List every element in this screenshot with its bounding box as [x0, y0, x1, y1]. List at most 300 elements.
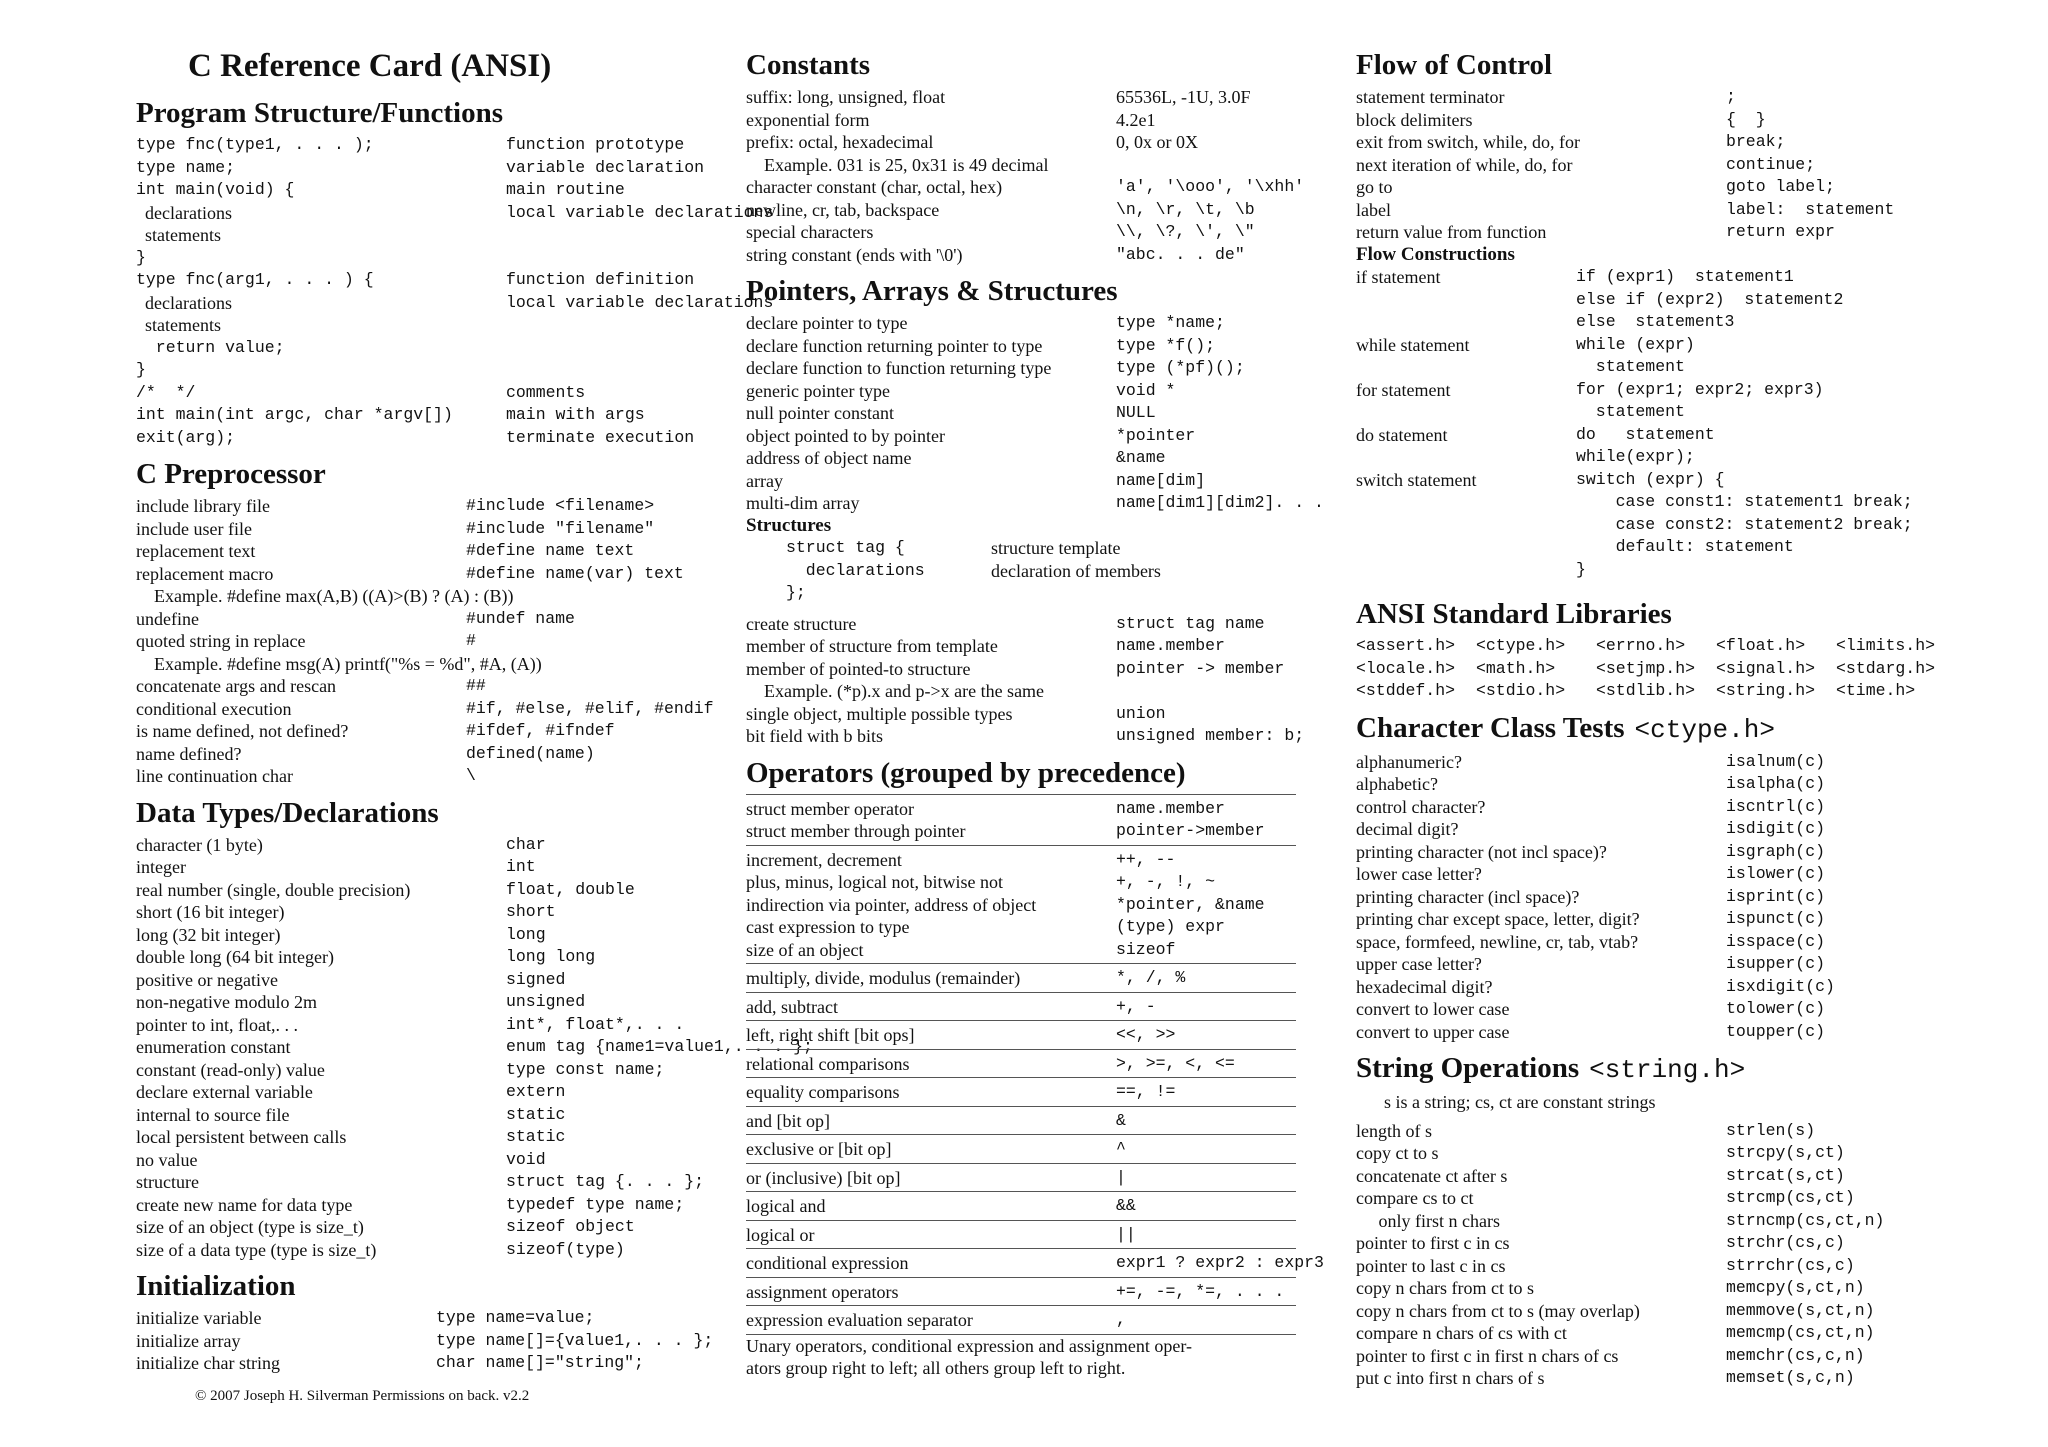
table-row — [746, 470, 1296, 493]
operator-desc: assignment operators — [746, 1281, 899, 1302]
precedence-note: Unary operators, conditional expression and assignment oper- — [746, 1335, 1193, 1356]
table-row — [136, 1126, 736, 1149]
operator-group — [746, 1107, 1296, 1136]
construct-name — [1356, 536, 1576, 559]
library-header: <locale.h> — [1356, 658, 1456, 678]
construct-name: if statement — [1356, 267, 1441, 287]
row-label: member of structure from template — [746, 636, 998, 656]
row-value: pointer -> member — [1116, 658, 1285, 678]
operator-desc: left, right shift [bit ops] — [746, 1025, 915, 1045]
operator-group — [746, 794, 1296, 846]
row-label: alphanumeric? — [1356, 751, 1462, 772]
row-label: short (16 bit integer) — [136, 902, 285, 922]
row-label: printing char except space, letter, digit? — [1356, 909, 1640, 929]
row-value: main routine — [506, 180, 625, 199]
operator-row — [746, 849, 1296, 872]
library-header: <string.h> — [1716, 681, 1816, 700]
operator-desc: add, subtract — [746, 996, 838, 1017]
row-value: #undef name — [466, 608, 575, 628]
row-value: \\, \?, \', \" — [1116, 222, 1255, 241]
operator-symbol: +, -, !, ~ — [1116, 872, 1216, 891]
row-label: create structure — [746, 613, 857, 634]
row-label: suffix: long, unsigned, float — [746, 87, 946, 107]
row-value: sizeof object — [506, 1217, 635, 1236]
operator-desc: size of an object — [746, 939, 864, 960]
table-row — [136, 765, 736, 788]
construct-syntax: switch (expr) { — [1576, 469, 1725, 489]
row-label: compare n chars of cs with ct — [1356, 1323, 1567, 1343]
library-header: <math.h> — [1476, 658, 1556, 678]
row-value: #include "filename" — [466, 518, 655, 538]
row-label: declare external variable — [136, 1082, 313, 1102]
row-label: line continuation char — [136, 766, 293, 786]
row-value: type *name; — [1116, 313, 1225, 332]
row-value: float, double — [506, 879, 635, 899]
row-value: variable declaration — [506, 157, 705, 177]
table-row — [1356, 1142, 1966, 1165]
construct-syntax: case const1: statement1 break; — [1576, 492, 1913, 511]
construct-name: for statement — [1356, 379, 1451, 400]
operator-symbol: expr1 ? expr2 : expr3 — [1116, 1253, 1324, 1272]
row-label: size of an object (type is size_t) — [136, 1217, 364, 1237]
table-row — [1356, 908, 1966, 931]
table-row — [136, 314, 736, 337]
row-label: character constant (char, octal, hex) — [746, 177, 1003, 197]
example-line: Example. #define msg(A) printf("%s = %d", #A, (A)) — [136, 653, 542, 674]
row-label: generic pointer type — [746, 380, 890, 401]
operator-group — [746, 1278, 1296, 1307]
table-row — [136, 1330, 736, 1353]
table-row — [136, 382, 736, 405]
row-label: positive or negative — [136, 969, 278, 990]
row-label: initialize char string — [136, 1353, 280, 1373]
row-label: character (1 byte) — [136, 834, 263, 855]
operator-row — [746, 1024, 1296, 1047]
operator-group — [746, 1021, 1296, 1050]
row-label: multi-dim array — [746, 493, 860, 513]
section-heading: Operators (grouped by precedence) — [746, 756, 1186, 789]
row-label: convert to upper case — [1356, 1021, 1510, 1042]
operator-symbol: <<, >> — [1116, 1025, 1176, 1044]
operator-row — [746, 894, 1296, 917]
table-row — [136, 134, 736, 157]
table-row — [136, 1352, 736, 1375]
row-label: copy n chars from ct to s — [1356, 1278, 1534, 1298]
row-value: isspace(c) — [1726, 931, 1826, 951]
table-row — [1356, 1021, 1966, 1044]
table-row — [1356, 1232, 1966, 1255]
row-label: compare cs to ct — [1356, 1188, 1474, 1208]
row-value: 4.2e1 — [1116, 109, 1156, 130]
row-label: only first n chars — [1356, 1210, 1500, 1231]
operator-symbol: || — [1116, 1224, 1136, 1244]
table-row — [746, 335, 1296, 358]
row-value: function definition — [506, 270, 695, 289]
row-label: statements — [136, 225, 221, 245]
row-value: #define name text — [466, 541, 635, 560]
operator-row — [746, 916, 1296, 939]
row-label: type fnc(type1, . . . ); — [136, 135, 374, 154]
row-label: printing character (incl space)? — [1356, 886, 1580, 907]
row-value: void — [506, 1149, 546, 1169]
row-label: local persistent between calls — [136, 1127, 347, 1147]
row-value: goto label; — [1726, 177, 1835, 196]
row-value: sizeof(type) — [506, 1239, 625, 1259]
construct-syntax: else statement3 — [1576, 312, 1735, 331]
row-label: constant (read-only) value — [136, 1059, 325, 1080]
row-value: label: statement — [1726, 199, 1895, 219]
struct-code: struct tag { — [786, 538, 905, 557]
construct-syntax: do statement — [1576, 424, 1715, 444]
operator-row — [746, 1081, 1296, 1104]
row-label: exit(arg); — [136, 427, 236, 447]
table-row — [1356, 751, 1966, 774]
column-right — [1356, 40, 1966, 1390]
row-value — [506, 247, 736, 270]
operator-symbol: ^ — [1116, 1139, 1126, 1158]
row-label: block delimiters — [1356, 109, 1473, 130]
subsection-heading: Structures — [746, 514, 832, 536]
row-label: non-negative modulo 2m — [136, 992, 317, 1012]
table-row — [1356, 1187, 1966, 1210]
table-row — [136, 743, 736, 766]
row-value: \ — [466, 766, 476, 785]
operator-row — [746, 1110, 1296, 1133]
row-label: pointer to last c in cs — [1356, 1255, 1506, 1276]
table-row — [136, 292, 774, 315]
operator-symbol: pointer->member — [1116, 821, 1265, 840]
table-row — [1356, 841, 1966, 864]
row-label: next iteration of while, do, for — [1356, 154, 1573, 175]
struct-template-row — [746, 537, 1296, 560]
row-label: convert to lower case — [1356, 999, 1510, 1019]
construct-syntax: while(expr); — [1576, 447, 1695, 466]
section-heading-header: <ctype.h> — [1634, 714, 1775, 745]
table-row — [136, 247, 736, 270]
table-row — [136, 540, 736, 563]
operator-desc: multiply, divide, modulus (remainder) — [746, 968, 1021, 988]
operator-row — [746, 939, 1296, 962]
table-row — [1356, 86, 1966, 109]
table-row — [136, 1081, 736, 1104]
row-value: break; — [1726, 132, 1786, 151]
table-row — [1356, 131, 1966, 154]
row-label: integer — [136, 857, 186, 877]
row-label: upper case letter? — [1356, 954, 1482, 974]
row-value — [506, 314, 736, 337]
table-row — [136, 991, 736, 1014]
library-header: <setjmp.h> — [1596, 658, 1696, 678]
row-label: return value; — [136, 337, 285, 357]
table-row — [1356, 154, 1966, 177]
row-value: islower(c) — [1726, 864, 1826, 883]
row-label: is name defined, not defined? — [136, 721, 349, 741]
row-value: ispunct(c) — [1726, 909, 1826, 928]
row-label: null pointer constant — [746, 403, 894, 423]
row-value: 'a', '\ooo', '\xhh' — [1116, 177, 1305, 196]
table-row — [1356, 998, 1966, 1021]
operator-desc: logical or — [746, 1224, 815, 1245]
table-row — [746, 425, 1296, 448]
operator-row — [746, 820, 1296, 843]
row-label: name defined? — [136, 743, 242, 764]
table-row — [1356, 931, 1966, 954]
row-label: declarations — [136, 292, 232, 313]
row-value: type const name; — [506, 1059, 665, 1079]
section-heading: C Preprocessor — [136, 458, 326, 490]
construct-name — [1356, 559, 1576, 582]
row-label: conditional execution — [136, 698, 292, 719]
operator-row — [746, 1309, 1296, 1332]
flow-construction-row — [1356, 334, 1966, 357]
construct-syntax: while (expr) — [1576, 334, 1695, 354]
row-value: function prototype — [506, 135, 685, 154]
operator-desc: relational comparisons — [746, 1053, 910, 1074]
row-value: type *f(); — [1116, 335, 1216, 355]
row-value: long long — [506, 947, 596, 966]
row-value: void * — [1116, 380, 1176, 400]
row-value: NULL — [1116, 403, 1156, 422]
operator-symbol: sizeof — [1116, 939, 1176, 959]
row-label: no value — [136, 1149, 198, 1170]
table-row — [746, 176, 1305, 199]
operator-desc: logical and — [746, 1196, 826, 1216]
row-value: *pointer — [1116, 425, 1196, 445]
construct-syntax: for (expr1; expr2; expr3) — [1576, 379, 1824, 399]
row-value: isxdigit(c) — [1726, 976, 1835, 996]
row-label: size of a data type (type is size_t) — [136, 1239, 377, 1260]
table-row — [1356, 1322, 1966, 1345]
section-heading: String Operations <string.h> — [1356, 1052, 1746, 1085]
table-row — [1356, 1277, 1966, 1300]
row-value: main with args — [506, 405, 645, 424]
struct-desc: declaration of members — [991, 560, 1161, 581]
row-label: newline, cr, tab, backspace — [746, 199, 940, 220]
table-row — [136, 608, 736, 631]
table-row — [746, 86, 1296, 109]
row-value: int — [506, 857, 536, 876]
row-label: statement terminator — [1356, 87, 1505, 107]
flow-construction-row — [1356, 446, 1966, 469]
row-value: isdigit(c) — [1726, 819, 1826, 838]
row-value: continue; — [1726, 154, 1816, 174]
operator-group — [746, 1135, 1296, 1164]
library-header: <errno.h> — [1596, 636, 1686, 655]
row-value: int*, float*,. . . — [506, 1014, 685, 1034]
table-row — [136, 856, 736, 879]
operator-group — [746, 1078, 1296, 1107]
row-label: pointer to int, float,. . . — [136, 1014, 298, 1035]
table-row — [136, 698, 736, 721]
row-value: name[dim1][dim2]. . . — [1116, 493, 1324, 512]
row-label: pointer to first c in cs — [1356, 1233, 1510, 1253]
operator-group — [746, 1050, 1296, 1079]
table-row — [1356, 1165, 1966, 1188]
operator-symbol: +, - — [1116, 996, 1156, 1016]
row-label: real number (single, double precision) — [136, 879, 411, 900]
library-header: <assert.h> — [1356, 636, 1456, 655]
example-line: Example. 031 is 25, 0x31 is 49 decimal — [746, 154, 1049, 175]
construct-name — [1356, 356, 1576, 379]
row-label: declare function returning pointer to type — [746, 335, 1043, 356]
row-label: return value from function — [1356, 222, 1547, 242]
construct-name — [1356, 289, 1576, 312]
column-middle — [746, 40, 1324, 1380]
row-label: declare function to function returning type — [746, 358, 1052, 378]
operator-symbol: >, >=, <, <= — [1116, 1053, 1235, 1073]
table-row — [1356, 773, 1966, 796]
row-label: double long (64 bit integer) — [136, 947, 334, 967]
flow-construction-row — [1356, 311, 1966, 334]
construct-name — [1356, 311, 1576, 334]
row-value: extern — [506, 1082, 566, 1101]
row-value: #if, #else, #elif, #endif — [466, 698, 714, 718]
operator-desc: conditional expression — [746, 1253, 909, 1273]
row-label: address of object name — [746, 448, 912, 468]
row-value: strchr(cs,c) — [1726, 1233, 1845, 1252]
table-row — [1356, 109, 1966, 132]
operator-desc: increment, decrement — [746, 849, 902, 870]
copyright-footer: © 2007 Joseph H. Silverman Permissions on back. v2.2 — [195, 1388, 530, 1404]
row-label: replacement text — [136, 541, 256, 561]
construct-syntax: if (expr1) statement1 — [1576, 267, 1794, 286]
operator-row — [746, 1167, 1296, 1190]
row-label: put c into first n chars of s — [1356, 1368, 1545, 1388]
construct-syntax: else if (expr2) statement2 — [1576, 289, 1844, 309]
table-row — [746, 244, 1296, 267]
row-value: { } — [1726, 109, 1766, 129]
table-row — [746, 131, 1296, 154]
row-value: enum tag {name1=value1,. . . }; — [506, 1037, 813, 1056]
row-value: isgraph(c) — [1726, 841, 1826, 861]
row-label: quoted string in replace — [136, 631, 306, 651]
operator-symbol: ==, != — [1116, 1082, 1176, 1101]
table-row — [136, 1149, 736, 1172]
operator-group — [746, 1164, 1296, 1193]
table-row — [1356, 818, 1966, 841]
row-value: name.member — [1116, 636, 1225, 655]
operator-row — [746, 996, 1296, 1019]
flow-construction-row — [1356, 491, 1966, 514]
row-value: short — [506, 902, 556, 921]
library-header: <float.h> — [1716, 636, 1806, 655]
library-header: <limits.h> — [1836, 636, 1936, 655]
table-row — [136, 1194, 736, 1217]
row-label: space, formfeed, newline, cr, tab, vtab? — [1356, 931, 1639, 952]
row-label: int main(void) { — [136, 180, 295, 199]
row-value: char — [506, 834, 546, 854]
flow-construction-row — [1356, 424, 1966, 447]
row-value: memcpy(s,ct,n) — [1726, 1278, 1865, 1297]
library-list — [1356, 635, 1966, 703]
row-value: char name[]="string"; — [436, 1353, 644, 1372]
row-value — [506, 359, 736, 382]
row-value: static — [506, 1104, 566, 1124]
row-value: long — [506, 924, 546, 944]
flow-construction-row — [1356, 401, 1966, 424]
library-header: <ctype.h> — [1476, 636, 1566, 655]
row-value: isalpha(c) — [1726, 774, 1826, 793]
operator-group — [746, 1221, 1296, 1250]
row-label: prefix: octal, hexadecimal — [746, 132, 934, 152]
flow-construction-row — [1356, 559, 1966, 582]
row-value: memchr(cs,c,n) — [1726, 1345, 1865, 1365]
row-value: type (*pf)(); — [1116, 358, 1245, 377]
operator-row — [746, 1195, 1296, 1218]
operator-desc: equality comparisons — [746, 1082, 900, 1102]
section-heading: Data Types/Declarations — [136, 796, 439, 829]
row-value: return expr — [1726, 222, 1835, 241]
construct-name — [1356, 491, 1576, 514]
table-row — [136, 924, 736, 947]
table-row — [746, 357, 1296, 380]
table-row — [1356, 886, 1966, 909]
row-value: isupper(c) — [1726, 954, 1826, 973]
table-row — [746, 402, 1296, 425]
construct-syntax: statement — [1576, 357, 1685, 376]
table-row — [1356, 1367, 1966, 1390]
row-value: comments — [506, 382, 586, 402]
table-row — [136, 337, 736, 360]
table-row — [1356, 199, 1966, 222]
row-value: strcmp(cs,ct) — [1726, 1188, 1855, 1207]
row-value: memset(s,c,n) — [1726, 1368, 1855, 1387]
table-row — [136, 901, 736, 924]
row-label: initialize variable — [136, 1308, 262, 1328]
row-label: initialize array — [136, 1330, 241, 1351]
row-label: go to — [1356, 177, 1393, 197]
section-heading: Pointers, Arrays & Structures — [746, 275, 1118, 307]
table-row — [136, 269, 736, 292]
table-row — [136, 1216, 736, 1239]
row-label: special characters — [746, 222, 874, 242]
operator-group — [746, 1306, 1296, 1335]
operator-symbol: *, /, % — [1116, 968, 1186, 987]
row-label: printing character (not incl space)? — [1356, 841, 1607, 862]
row-value: local variable declarations — [506, 202, 774, 222]
table-row — [746, 380, 1296, 403]
flow-construction-row — [1356, 536, 1966, 559]
row-value: strcpy(s,ct) — [1726, 1143, 1845, 1162]
row-value: ## — [466, 676, 486, 695]
struct-desc: structure template — [991, 538, 1121, 558]
section-heading: Program Structure/Functions — [136, 97, 504, 129]
flow-construction-row — [1356, 289, 1966, 312]
row-label: internal to source file — [136, 1104, 290, 1125]
row-label: hexadecimal digit? — [1356, 976, 1493, 997]
row-label: include user file — [136, 518, 252, 539]
operator-desc: expression evaluation separator — [746, 1310, 973, 1330]
row-value: ; — [1726, 87, 1736, 106]
row-label: object pointed to by pointer — [746, 425, 945, 446]
table-row — [136, 630, 736, 653]
construct-name: while statement — [1356, 334, 1470, 355]
row-value: toupper(c) — [1726, 1021, 1826, 1041]
operator-symbol: +=, -=, *=, . . . — [1116, 1281, 1285, 1301]
operator-desc: exclusive or [bit op] — [746, 1139, 892, 1159]
table-row — [746, 221, 1296, 244]
table-row — [136, 224, 736, 247]
row-value: strrchr(cs,c) — [1726, 1255, 1855, 1275]
table-row — [1356, 176, 1966, 199]
string-note: s is a string; cs, ct are constant strings — [1384, 1092, 1656, 1112]
example-line: Example. #define max(A,B) ((A)>(B) ? (A) : (B)) — [136, 586, 514, 606]
table-row — [136, 1059, 736, 1082]
row-label: single object, multiple possible types — [746, 703, 1013, 724]
row-value: static — [506, 1127, 566, 1146]
row-label: exponential form — [746, 109, 870, 130]
row-label: include library file — [136, 496, 270, 516]
